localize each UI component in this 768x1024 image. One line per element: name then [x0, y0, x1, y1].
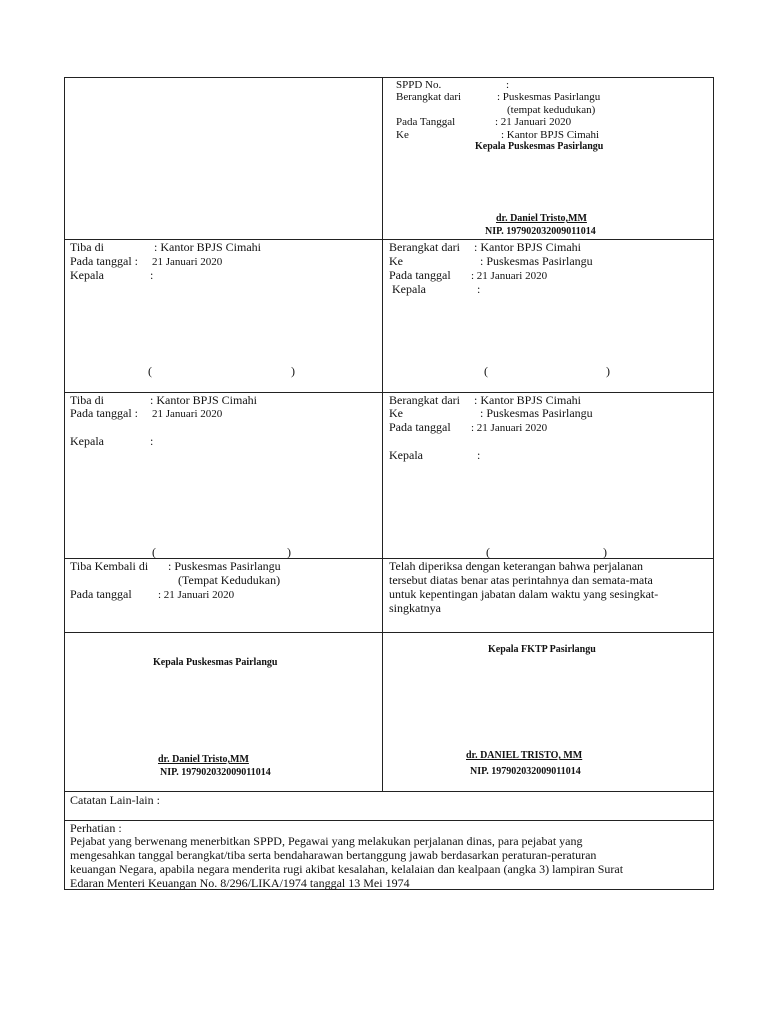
column-divider	[382, 77, 383, 791]
perhatian-line: keuangan Negara, apabila negara menderita rugi akibat kesalahan, kelalaian dan kealpaan (angka 3) lampiran Surat	[70, 862, 624, 876]
catatan-label: Catatan Lain-lain :	[70, 793, 160, 807]
tanggal-value: : 21 Januari 2020	[471, 270, 548, 282]
tiba-label: Tiba di	[70, 393, 104, 407]
tanggal-label: Pada tanggal	[389, 420, 451, 434]
berangkat-value: : Kantor BPJS Cimahi	[474, 393, 582, 407]
sppd-no-label: SPPD No.	[396, 79, 442, 91]
ke-label: Ke	[389, 254, 403, 268]
row-divider	[64, 632, 714, 633]
tanggal-label: Pada tanggal	[70, 587, 132, 601]
signature-paren-open: (	[152, 545, 156, 559]
verification-text-line: singkatnya	[389, 601, 441, 615]
kepala-colon: :	[477, 448, 481, 462]
signer-nip: NIP. 197902032009011014	[485, 226, 596, 237]
sppd-no-colon: :	[506, 79, 510, 91]
signer-name: dr. DANIEL TRISTO, MM	[466, 750, 583, 761]
signature-paren-close: )	[606, 364, 610, 378]
tempat-kedudukan: (tempat kedudukan)	[507, 104, 596, 116]
ke-value: : Puskesmas Pasirlangu	[480, 406, 593, 420]
tanggal-label: Pada tanggal :	[70, 406, 138, 420]
signer-title: Kepala FKTP Pasirlangu	[488, 644, 596, 655]
verification-text-line: tersebut diatas benar atas perintahnya dan semata-mata	[389, 573, 653, 587]
tempat-kedudukan: (Tempat Kedudukan)	[178, 573, 281, 587]
signature-paren-open: (	[148, 364, 152, 378]
tanggal-value: 21 Januari 2020	[152, 256, 223, 268]
perhatian-title: Perhatian :	[70, 821, 122, 835]
berangkat-label: Berangkat dari	[389, 240, 460, 254]
signer-title: Kepala Puskesmas Pairlangu	[153, 657, 278, 668]
kepala-label: Kepala	[70, 268, 104, 282]
row-divider	[64, 820, 714, 821]
kepala-colon: :	[150, 434, 154, 448]
tanggal-label: Pada tanggal :	[70, 254, 138, 268]
verification-text-line: untuk kepentingan jabatan dalam waktu yang sesingkat-	[389, 587, 659, 601]
signature-paren-close: )	[603, 545, 607, 559]
signature-paren-close: )	[287, 545, 291, 559]
kepala-colon: :	[477, 282, 481, 296]
berangkat-value: : Kantor BPJS Cimahi	[474, 240, 582, 254]
kepala-label: Kepala	[392, 282, 426, 296]
signature-paren-open: (	[484, 364, 488, 378]
kepala-label: Kepala	[389, 448, 423, 462]
tiba-kembali-label: Tiba Kembali di	[70, 559, 149, 573]
berangkat-label: Berangkat dari	[389, 393, 460, 407]
signature-paren-close: )	[291, 364, 295, 378]
tanggal-label: Pada tanggal	[389, 268, 451, 282]
kepala-colon: :	[150, 268, 154, 282]
ke-label: Ke	[396, 129, 409, 141]
signer-nip: NIP. 197902032009011014	[470, 766, 581, 777]
pada-tanggal-value: : 21 Januari 2020	[495, 116, 572, 128]
perhatian-line: mengesahkan tanggal berangkat/tiba serta bendaharawan bertanggung jawab berdasarkan peraturan-peraturan	[70, 848, 597, 862]
signer-nip: NIP. 197902032009011014	[160, 767, 271, 778]
tiba-label: Tiba di	[70, 240, 104, 254]
tiba-value: : Kantor BPJS Cimahi	[154, 240, 262, 254]
signer-title: Kepala Puskesmas Pasirlangu	[475, 141, 604, 152]
verification-text-line: Telah diperiksa dengan keterangan bahwa perjalanan	[389, 559, 644, 573]
tiba-value: : Kantor BPJS Cimahi	[150, 393, 258, 407]
ke-value: : Puskesmas Pasirlangu	[480, 254, 593, 268]
kepala-label: Kepala	[70, 434, 104, 448]
berangkat-label: Berangkat dari	[396, 91, 462, 103]
signer-name: dr. Daniel Tristo,MM	[496, 213, 587, 224]
ke-value: : Kantor BPJS Cimahi	[501, 129, 600, 141]
tanggal-value: 21 Januari 2020	[152, 408, 223, 420]
row-divider	[64, 791, 714, 792]
pada-tanggal-label: Pada Tanggal	[396, 116, 456, 128]
tanggal-value: : 21 Januari 2020	[158, 589, 235, 601]
tiba-kembali-value: : Puskesmas Pasirlangu	[168, 559, 281, 573]
signer-name: dr. Daniel Tristo,MM	[158, 754, 249, 765]
perhatian-line: Pejabat yang berwenang menerbitkan SPPD, Pegawai yang melakukan perjalanan dinas, para pejabat yang	[70, 834, 583, 848]
berangkat-value: : Puskesmas Pasirlangu	[497, 91, 601, 103]
ke-label: Ke	[389, 406, 403, 420]
tanggal-value: : 21 Januari 2020	[471, 422, 548, 434]
signature-paren-open: (	[486, 545, 490, 559]
perhatian-line: Edaran Menteri Keuangan No. 8/296/LIKA/1974 tanggal 13 Mei 1974	[70, 876, 410, 890]
